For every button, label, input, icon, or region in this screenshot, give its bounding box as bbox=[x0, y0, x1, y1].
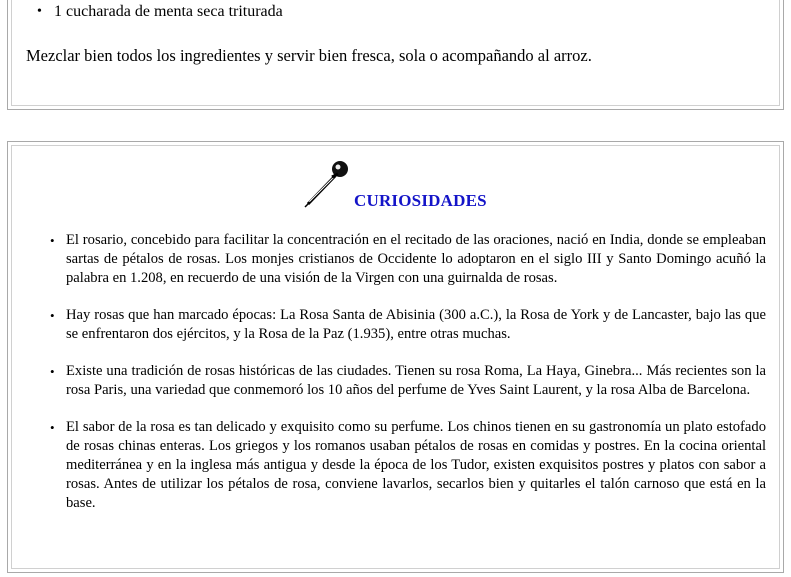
list-item: • El rosario, concebido para facilitar la concentración en el recitado de las oraciones, nació en India, donde se empleaban sartas de pétalos de rosas. Los monjes cristianos de Occidente lo adoptaron en el siglo III y Santo Domingo acuñó la palabra en 1.208, en recuerdo de una visión de la Virgen con una guirnalda de rosas. bbox=[66, 231, 766, 288]
ingredient-item: • 1 cucharada de menta seca triturada bbox=[54, 1, 283, 22]
list-item: • Hay rosas que han marcado épocas: La Rosa Santa de Abisinia (300 a.C.), la Rosa de York y de Lancaster, bajo las que se enfrentaron dos ejércitos, y la Rosa de la Paz (1.935), entre otras muchas. bbox=[66, 306, 766, 344]
push-pin-icon bbox=[298, 158, 354, 210]
ingredient-list bbox=[54, 1, 283, 22]
curiosidades-box bbox=[7, 141, 784, 573]
recipe-instructions: Mezclar bien todos los ingredientes y servir bien fresca, sola o acompañando al arroz. bbox=[26, 46, 592, 65]
curiosidades-list bbox=[66, 231, 766, 531]
list-item: • El sabor de la rosa es tan delicado y exquisito como su perfume. Los chinos tienen en su gastronomía un plato estofado de rosas chinas enteras. Los griegos y los romanos usaban pétalos de rosas en comidas y postres. En la cocina oriental mediterránea y en la inglesa más antigua y desde la época de los Tudor, existen exquisitos postres y platos con sabor a rosas. Antes de utilizar los pétalos de rosa, conviene lavarlos, secarlos bien y quitarles el talón carnoso que está en la base. bbox=[66, 418, 766, 513]
section-header bbox=[298, 158, 498, 212]
list-item: • Existe una tradición de rosas históricas de las ciudades. Tienen su rosa Roma, La Haya, Ginebra... Más recientes son la rosa Paris, una variedad que conmemoró los 10 años del perfume de Yves Saint Laurent, y la rosa Alba de Barcelona. bbox=[66, 362, 766, 400]
recipe-box bbox=[7, 0, 784, 110]
section-title: CURIOSIDADES bbox=[354, 191, 487, 210]
